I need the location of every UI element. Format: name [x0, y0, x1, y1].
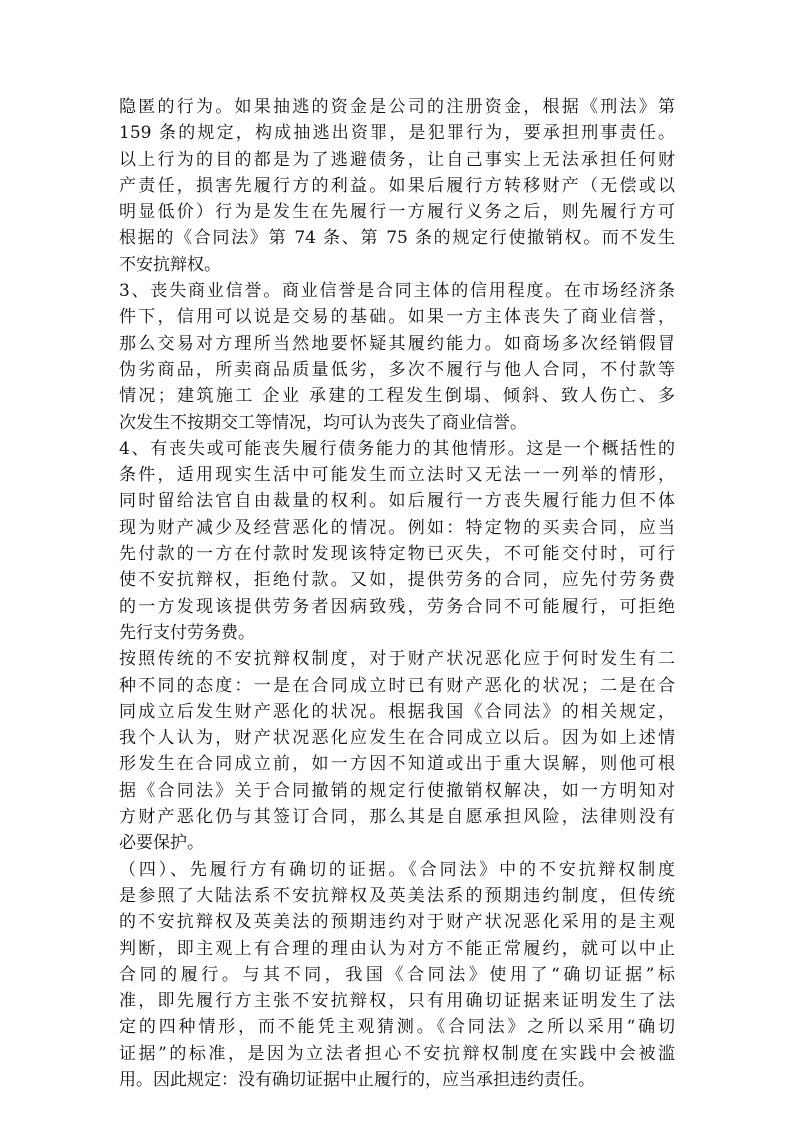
text-line: 定的四种情形，而不能凭主观猜测。《合同法》之所以采用“确切 [119, 1017, 675, 1038]
text-line: 隐匿的行为。如果抽逃的资金是公司的注册资金，根据《刑法》第 [119, 97, 675, 117]
text-line: 按照传统的不安抗辩权制度，对于财产状况恶化应于何时发生有二 [119, 649, 675, 670]
text-line: 159 条的规定，构成抽逃出资罪，是犯罪行为，要承担刑事责任。 [119, 123, 675, 144]
text-line: 以上行为的目的都是为了逃避债务，让自己事实上无法承担任何财 [119, 149, 675, 170]
text-line: 用。因此规定：没有确切证据中止履行的，应当承担违约责任。 [119, 1069, 595, 1090]
text-line: 同成立后发生财产恶化的状况。根据我国《合同法》的相关规定， [119, 701, 675, 722]
text-line: 4、有丧失或可能丧失履行债务能力的其他情形。这是一个概括性的 [119, 438, 675, 459]
text-line: 判断，即主观上有合理的理由认为对方不能正常履约，就可以中止 [119, 938, 675, 959]
text-line: 3、丧失商业信誉。商业信誉是合同主体的信用程度。在市场经济条 [119, 281, 675, 302]
text-line: 使不安抗辩权，拒绝付款。又如，提供劳务的合同，应先付劳务费 [119, 570, 675, 591]
text-line: 情况；建筑施工 企业 承建的工程发生倒塌、倾斜、致人伤亡、多 [119, 386, 675, 407]
document-body [119, 94, 675, 1093]
text-line: 产责任，损害先履行方的利益。如果后履行方转移财产（无偿或以 [119, 175, 675, 196]
text-line: 方财产恶化仍与其签订合同，那么其是自愿承担风险，法律则没有 [119, 807, 675, 828]
text-line: 那么交易对方理所当然地要怀疑其履约能力。如商场多次经销假冒 [119, 333, 675, 354]
text-line: （四）、先履行方有确切的证据。《合同法》中的不安抗辩权制度 [119, 859, 675, 880]
text-line: 的不安抗辩权及英美法的预期违约对于财产状况恶化采用的是主观 [119, 912, 675, 933]
text-line: 明显低价）行为是发生在先履行一方履行义务之后，则先履行方可 [119, 202, 675, 223]
text-line: 条件，适用现实生活中可能发生而立法时又无法一一列举的情形， [119, 465, 675, 486]
text-line: 必要保护。 [119, 833, 204, 854]
text-line: 的一方发现该提供劳务者因病致残，劳务合同不可能履行，可拒绝 [119, 596, 675, 617]
text-line: 件下，信用可以说是交易的基础。如果一方主体丧失了商业信誉， [119, 307, 675, 328]
text-line: 我个人认为，财产状况恶化应发生在合同成立以后。因为如上述情 [119, 728, 675, 749]
text-line: 证据”的标准，是因为立法者担心不安抗辩权制度在实践中会被滥 [119, 1043, 675, 1064]
text-line: 形发生在合同成立前，如一方因不知道或出于重大误解，则他可根 [119, 754, 675, 775]
text-line: 次发生不按期交工等情况，均可认为丧失了商业信誉。 [119, 412, 527, 433]
text-line: 据《合同法》关于合同撤销的规定行使撤销权解决，如一方明知对 [119, 780, 675, 801]
text-line: 现为财产减少及经营恶化的情况。例如：特定物的买卖合同，应当 [119, 517, 675, 538]
text-line: 合同的履行。与其不同，我国《合同法》使用了“确切证据”标 [119, 964, 675, 985]
text-line: 不安抗辩权。 [119, 254, 221, 275]
text-line: 是参照了大陆法系不安抗辩权及英美法系的预期违约制度，但传统 [119, 885, 675, 906]
text-line: 根据的《合同法》第 74 条、第 75 条的规定行使撤销权。而不发生 [119, 228, 675, 249]
text-line: 先行支付劳务费。 [119, 622, 255, 643]
text-line: 同时留给法官自由裁量的权利。如后履行一方丧失履行能力但不体 [119, 491, 675, 512]
text-line: 伪劣商品，所卖商品质量低劣，多次不履行与他人合同，不付款等 [119, 359, 675, 380]
text-line: 先付款的一方在付款时发现该特定物已灭失，不可能交付时，可行 [119, 544, 675, 565]
text-line: 准，即先履行方主张不安抗辩权，只有用确切证据来证明发生了法 [119, 991, 675, 1012]
text-line: 种不同的态度：一是在合同成立时已有财产恶化的状况；二是在合 [119, 675, 675, 696]
